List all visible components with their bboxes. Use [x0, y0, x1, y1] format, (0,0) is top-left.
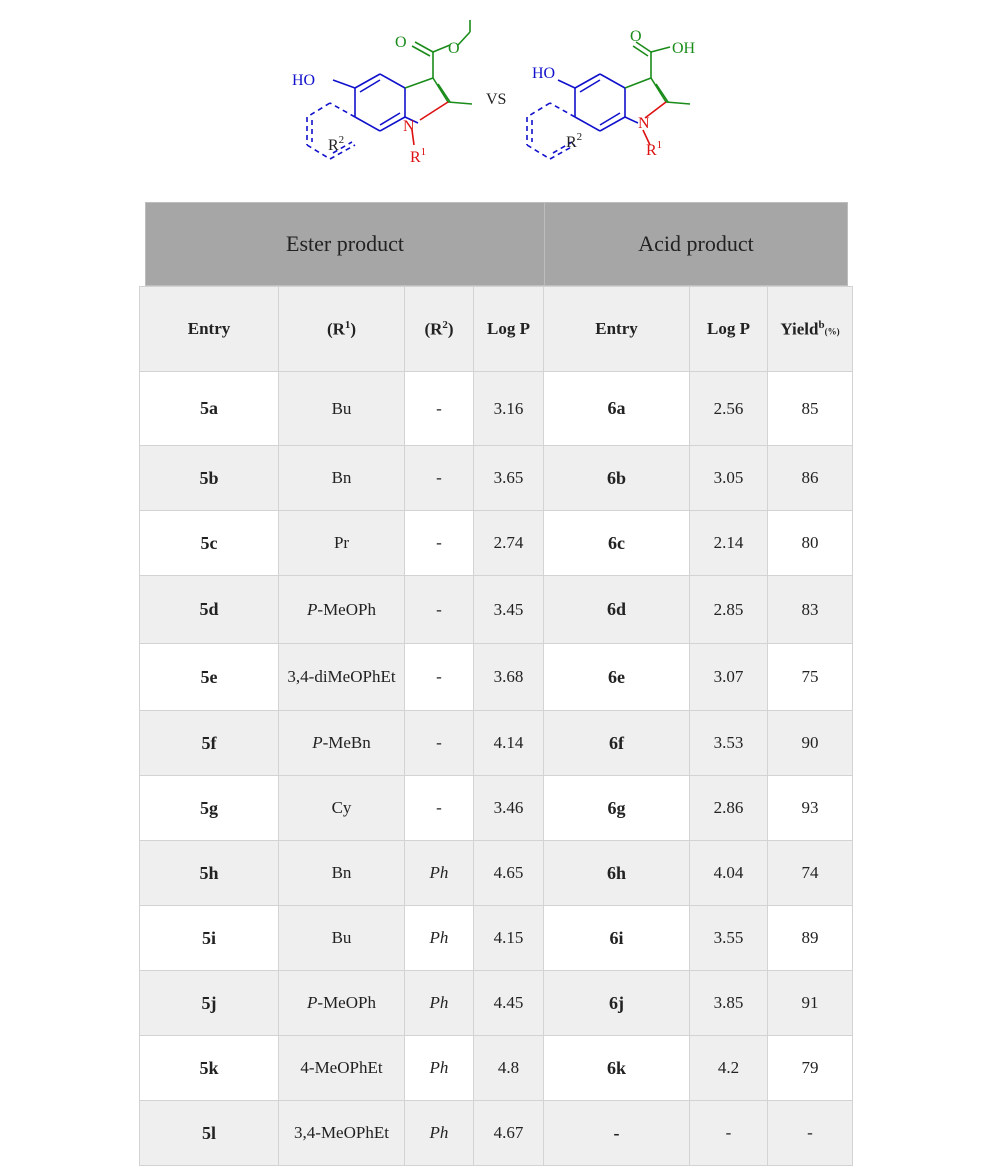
r2-cell-text: -	[436, 798, 442, 817]
acid-entry-cell	[544, 511, 690, 576]
logp-cell-text: 2.74	[493, 533, 524, 552]
r1-cell	[279, 1036, 405, 1101]
r2-cell	[405, 446, 474, 511]
r1-text: 3,4-MeOPhEt	[294, 1123, 389, 1142]
acid-logp-cell	[690, 511, 768, 576]
entry-cell-text: 5l	[201, 1122, 216, 1143]
acid-entry-cell	[544, 841, 690, 906]
acid-entry-cell-text: 6k	[606, 1057, 626, 1078]
entry-cell	[140, 576, 279, 644]
yield-cell	[768, 776, 853, 841]
ester-product-header: Ester product	[146, 203, 545, 286]
acid-logp-cell-text: 2.56	[713, 398, 744, 418]
entry-cell	[140, 372, 279, 446]
entry-cell-text: 5g	[200, 797, 218, 818]
r1-text: Cy	[331, 798, 352, 817]
acid-structure	[527, 28, 696, 159]
acid-logp-cell	[690, 446, 768, 511]
table-row	[140, 1101, 853, 1166]
r1-text: 4-MeOPhEt	[300, 1058, 383, 1077]
yield-cell-text: 79	[801, 1058, 819, 1077]
r1-cell	[279, 906, 405, 971]
r1-cell	[279, 446, 405, 511]
ho-label: HO	[292, 72, 316, 89]
acid-logp-cell-text: -	[725, 1123, 732, 1142]
entry-cell-text: 5e	[200, 666, 218, 687]
r1-cell	[279, 372, 405, 446]
entry-cell	[140, 511, 279, 576]
logp-cell	[474, 906, 544, 971]
carbonyl-o-label: O	[395, 34, 407, 51]
yield-cell-text: 74	[801, 863, 819, 882]
yield-cell-text: 91	[801, 993, 819, 1012]
r2-cell	[405, 841, 474, 906]
r2-cell	[405, 776, 474, 841]
logp-cell	[474, 644, 544, 711]
table-row	[140, 372, 853, 446]
r1-text: 3,4-diMeOPhEt	[287, 667, 396, 686]
yield-cell	[768, 511, 853, 576]
acid-logp-cell-text: 4.04	[713, 863, 744, 882]
col-r2: $(R^2)$	[405, 287, 474, 372]
entry-cell-text: 5h	[199, 862, 219, 883]
acid-logp-cell	[690, 841, 768, 906]
col-acid-logp: Log P	[690, 287, 768, 372]
entry-cell	[140, 906, 279, 971]
ester-structure	[292, 20, 472, 166]
r2-cell	[405, 644, 474, 711]
acid-logp-cell	[690, 644, 768, 711]
reaction-scheme	[0, 0, 1000, 200]
ester-o-label: O	[448, 40, 460, 57]
logp-cell	[474, 971, 544, 1036]
acid-entry-cell-text: 6j	[609, 992, 624, 1013]
entry-cell	[140, 1036, 279, 1101]
yield-cell	[768, 906, 853, 971]
acid-entry-cell-text: 6e	[608, 666, 625, 687]
table-row	[140, 776, 853, 841]
col-acid-entry: Entry	[544, 287, 690, 372]
r1-text: -MeOPh	[317, 993, 376, 1012]
yield-cell-text: 85	[801, 398, 819, 418]
acid-entry-cell	[544, 1101, 690, 1166]
entry-cell	[140, 1101, 279, 1166]
acid-logp-cell-text: 2.86	[713, 798, 744, 817]
column-header-row	[140, 287, 853, 372]
acid-logp-cell	[690, 776, 768, 841]
acid-entry-cell-text: -	[613, 1122, 620, 1143]
entry-cell-text: 5k	[199, 1057, 219, 1078]
r1-cell	[279, 711, 405, 776]
r2-cell-text: -	[436, 468, 442, 487]
r1-text: -MeBn	[322, 733, 371, 752]
logp-cell	[474, 372, 544, 446]
acid-logp-cell-text: 3.05	[713, 468, 744, 487]
acid-entry-cell	[544, 576, 690, 644]
entry-cell-text: 5f	[201, 732, 217, 753]
r1-cell	[279, 776, 405, 841]
entry-cell	[140, 776, 279, 841]
r2-cell	[405, 372, 474, 446]
acid-logp-cell	[690, 1036, 768, 1101]
acid-entry-cell-text: 6c	[608, 532, 625, 553]
acid-logp-cell	[690, 971, 768, 1036]
entry-cell-text: 5j	[201, 992, 217, 1013]
entry-cell-text: 5i	[201, 927, 216, 948]
table-row	[140, 906, 853, 971]
yield-cell-text: 83	[801, 599, 819, 619]
logp-cell	[474, 711, 544, 776]
r2-cell-text: Ph	[429, 1123, 449, 1142]
logp-cell-text: 3.16	[493, 398, 524, 418]
r2-cell	[405, 511, 474, 576]
vs-label: VS	[486, 91, 507, 108]
acid-entry-cell-text: 6g	[607, 797, 626, 818]
col-logp: Log P	[474, 287, 544, 372]
entry-cell	[140, 841, 279, 906]
r2-cell-text: Ph	[429, 993, 449, 1012]
acid-entry-cell-text: 6b	[606, 467, 626, 488]
r1-cell	[279, 511, 405, 576]
acid-entry-cell	[544, 1036, 690, 1101]
acid-entry-cell	[544, 372, 690, 446]
logp-cell-text: 4.65	[493, 863, 524, 882]
acid-logp-cell	[690, 372, 768, 446]
yield-cell-text: 90	[801, 733, 819, 752]
logp-cell	[474, 1101, 544, 1166]
yield-cell	[768, 372, 853, 446]
acid-entry-cell	[544, 776, 690, 841]
r1-text: -MeOPh	[317, 599, 376, 619]
r2-cell-text: -	[436, 398, 442, 418]
acid-entry-cell	[544, 644, 690, 711]
yield-cell	[768, 446, 853, 511]
acid-logp-cell	[690, 1101, 768, 1166]
r2-label: $R^2$	[328, 134, 345, 154]
acid-entry-cell-text: 6a	[607, 398, 626, 418]
r2-label: $R^2$	[566, 131, 583, 151]
acid-logp-cell-text: 3.07	[713, 667, 744, 686]
entry-cell	[140, 971, 279, 1036]
entry-cell	[140, 711, 279, 776]
logp-cell-text: 4.45	[493, 993, 524, 1012]
table-row	[140, 644, 853, 711]
yield-cell	[768, 1036, 853, 1101]
yield-cell-text: 80	[801, 533, 819, 552]
yield-cell-text: 86	[801, 468, 819, 487]
r1-prefix: P	[307, 993, 318, 1012]
table-row	[140, 511, 853, 576]
table-row	[140, 971, 853, 1036]
logp-cell	[474, 841, 544, 906]
acid-logp-cell-text: 2.85	[713, 599, 744, 619]
logp-cell	[474, 1036, 544, 1101]
yield-cell	[768, 1101, 853, 1166]
table-body	[140, 372, 853, 1166]
r2-cell-text: Ph	[429, 1058, 449, 1077]
logp-cell-text: 4.8	[497, 1058, 520, 1077]
entry-cell-text: 5a	[200, 398, 218, 418]
logp-cell-text: 3.45	[493, 599, 524, 619]
table-row	[140, 1036, 853, 1101]
acid-entry-cell-text: 6d	[606, 599, 626, 619]
logp-cell	[474, 576, 544, 644]
logp-cell-text: 4.14	[493, 733, 524, 752]
acid-entry-cell-text: 6i	[609, 927, 624, 948]
acid-logp-cell-text: 3.53	[713, 733, 744, 752]
yield-cell	[768, 841, 853, 906]
table-row	[140, 576, 853, 644]
acid-logp-cell	[690, 576, 768, 644]
logp-cell-text: 4.67	[493, 1123, 524, 1142]
r2-cell	[405, 576, 474, 644]
r1-text: Bu	[331, 928, 352, 947]
r2-cell-text: -	[436, 599, 442, 619]
carbonyl-o-label: O	[630, 28, 642, 45]
r1-text: Bn	[331, 863, 352, 882]
n-label: N	[638, 115, 650, 132]
acid-entry-cell	[544, 906, 690, 971]
entry-cell-text: 5d	[199, 599, 219, 619]
r1-text: Pr	[333, 533, 350, 552]
r2-cell	[405, 906, 474, 971]
logp-cell-text: 3.65	[493, 468, 524, 487]
r2-cell-text: -	[436, 667, 442, 686]
col-r1: $(R^1)$	[279, 287, 405, 372]
yield-cell	[768, 971, 853, 1036]
r1-prefix: P	[312, 733, 323, 752]
acid-entry-cell-text: 6f	[609, 732, 624, 753]
logp-cell-text: 3.68	[493, 667, 524, 686]
entry-cell-text: 5c	[200, 532, 218, 553]
logp-cell-text: 3.46	[493, 798, 524, 817]
table-row	[140, 711, 853, 776]
acid-entry-cell-text: 6h	[606, 862, 626, 883]
logp-cell	[474, 446, 544, 511]
r1-cell	[279, 1101, 405, 1166]
r1-cell	[279, 644, 405, 711]
results-table	[139, 286, 853, 1166]
col-yield: Yield$^b$(%)	[768, 287, 853, 372]
logp-cell	[474, 776, 544, 841]
col-entry: Entry	[140, 287, 279, 372]
r2-cell-text: -	[436, 533, 442, 552]
entry-cell	[140, 446, 279, 511]
r2-cell	[405, 1036, 474, 1101]
yield-cell-text: 89	[801, 928, 819, 947]
r2-cell	[405, 971, 474, 1036]
table-row	[140, 446, 853, 511]
acid-logp-cell-text: 4.2	[717, 1058, 740, 1077]
r1-cell	[279, 576, 405, 644]
yield-cell-text: -	[807, 1123, 813, 1142]
oh-label: OH	[672, 40, 696, 57]
r1-cell	[279, 971, 405, 1036]
r2-cell	[405, 711, 474, 776]
acid-entry-cell	[544, 971, 690, 1036]
r2-cell-text: Ph	[429, 863, 449, 882]
r1-cell	[279, 841, 405, 906]
entry-cell-text: 5b	[199, 467, 219, 488]
ho-label: HO	[532, 65, 556, 82]
yield-cell	[768, 576, 853, 644]
acid-logp-cell	[690, 906, 768, 971]
yield-cell	[768, 711, 853, 776]
acid-entry-cell	[544, 711, 690, 776]
n-label: N	[403, 118, 415, 135]
logp-cell	[474, 511, 544, 576]
entry-cell	[140, 644, 279, 711]
acid-product-header: Acid product	[545, 203, 848, 286]
acid-logp-cell-text: 3.85	[713, 993, 744, 1012]
yield-cell-text: 93	[801, 798, 819, 817]
r1-label: $R^1$	[410, 146, 427, 166]
r1-prefix: P	[307, 599, 318, 619]
r2-cell-text: -	[436, 733, 442, 752]
r2-cell-text: Ph	[429, 928, 449, 947]
r2-cell	[405, 1101, 474, 1166]
yield-cell-text: 75	[801, 667, 819, 686]
logp-cell-text: 4.15	[493, 928, 524, 947]
acid-logp-cell-text: 3.55	[713, 928, 744, 947]
table-row	[140, 841, 853, 906]
r1-label: $R^1$	[646, 139, 663, 159]
acid-entry-cell	[544, 446, 690, 511]
group-header	[145, 202, 848, 286]
acid-logp-cell-text: 2.14	[713, 533, 744, 552]
acid-logp-cell	[690, 711, 768, 776]
yield-cell	[768, 644, 853, 711]
r1-text: Bn	[331, 468, 352, 487]
r1-text: Bu	[331, 398, 352, 418]
